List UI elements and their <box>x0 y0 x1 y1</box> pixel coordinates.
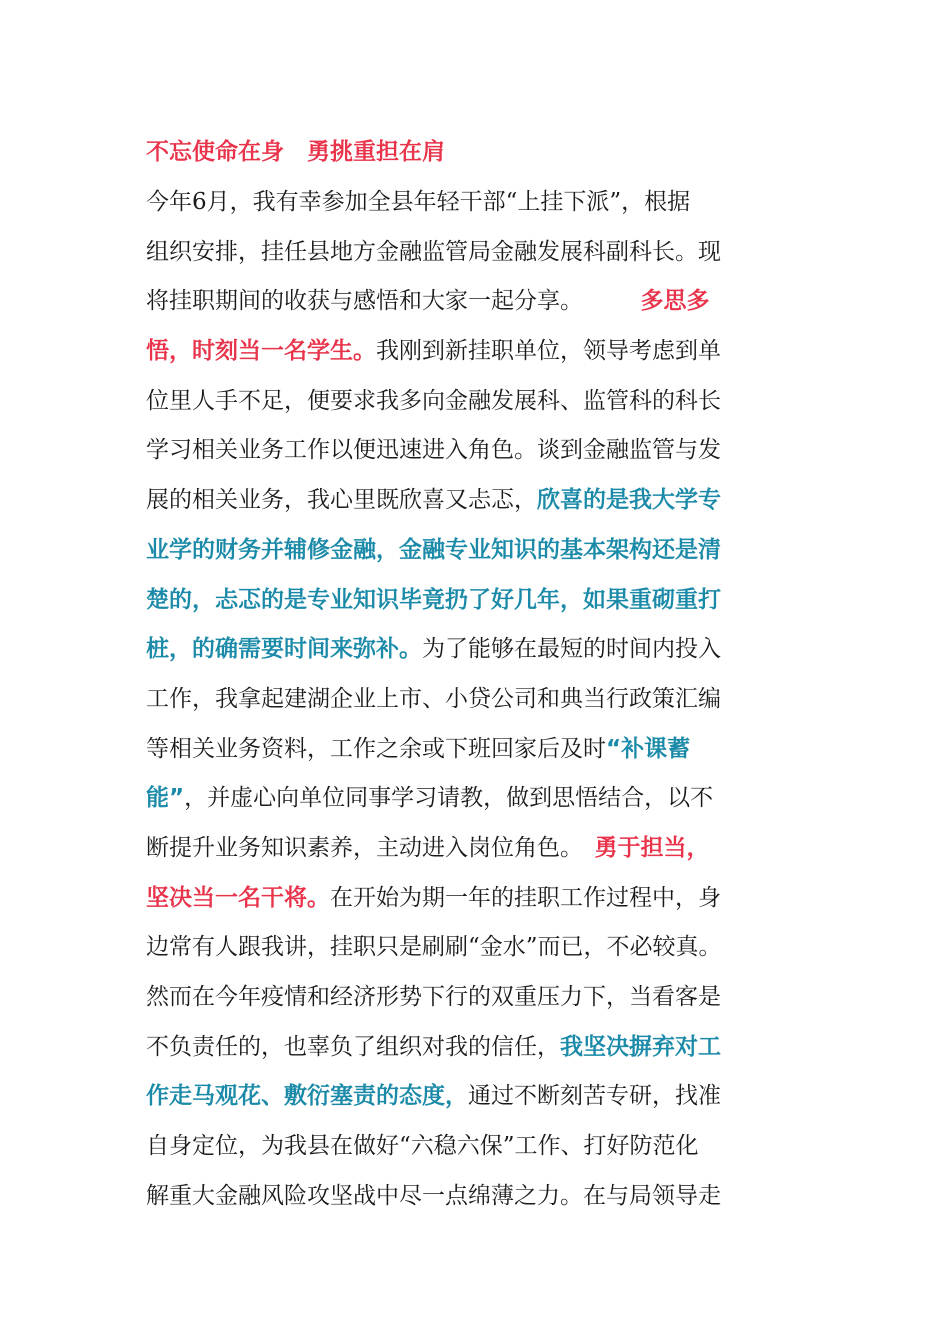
body-text-segment: 等相关业务资料，工作之余或下班回家后及时 <box>146 735 606 762</box>
body-text-segment: ，并虚心向单位同事学习请教，做到思悟结合，以不 <box>184 785 714 812</box>
text-line <box>146 426 796 476</box>
text-line <box>146 178 796 228</box>
text-line <box>146 973 796 1023</box>
text-line <box>146 824 796 874</box>
text-line <box>146 1023 796 1073</box>
blue-emphasis-text: “补课蓄 <box>606 735 691 762</box>
text-line <box>146 625 796 675</box>
body-text-segment: 学习相关业务工作以便迅速进入角色。谈到金融监管与发 <box>146 437 721 464</box>
text-line <box>146 1122 796 1172</box>
blue-emphasis-text: 作走马观花、敷衍塞责的态度， <box>146 1083 468 1110</box>
text-line <box>146 228 796 278</box>
document-title: 不忘使命在身 勇挑重担在肩 <box>146 139 445 165</box>
document-body <box>146 178 796 1221</box>
body-text-segment: 解重大金融风险攻坚战中尽一点绵薄之力。在与局领导走 <box>146 1182 721 1209</box>
body-text-segment: 不负责任的，也辜负了组织对我的信任， <box>146 1033 560 1060</box>
body-text-segment: 将挂职期间的收获与感悟和大家一起分享。 <box>146 288 641 315</box>
body-text-segment: 为了能够在最短的时间内投入 <box>422 636 721 663</box>
red-emphasis-text: 悟，时刻当一名学生。 <box>146 338 376 365</box>
red-emphasis-text: 多思多 <box>640 288 710 315</box>
text-line <box>146 923 796 973</box>
text-line <box>146 725 796 775</box>
blue-emphasis-text: 业学的财务并辅修金融，金融专业知识的基本架构还是清 <box>146 536 721 563</box>
text-line <box>146 1172 796 1222</box>
text-line <box>146 675 796 725</box>
red-emphasis-text: 勇于担当， <box>594 834 710 861</box>
blue-emphasis-text: 楚的，忐忑的是专业知识毕竟扔了好几年，如果重砌重打 <box>146 586 721 613</box>
body-text-segment: 组织安排，挂任县地方金融监管局金融发展科副科长。现 <box>146 238 721 265</box>
blue-emphasis-text: 能” <box>146 785 185 812</box>
blue-emphasis-text: 我坚决摒弃对工 <box>560 1033 721 1060</box>
body-text-segment: 自身定位，为我县在做好“六稳六保”工作、打好防范化 <box>146 1133 699 1160</box>
body-text-segment: 通过不断刻苦专研，找准 <box>468 1083 721 1110</box>
body-text-segment: 工作，我拿起建湖企业上市、小贷公司和典当行政策汇编 <box>146 685 721 712</box>
body-text-segment: 位里人手不足，便要求我多向金融发展科、监管科的科长 <box>146 387 721 414</box>
body-text-segment: 然而在今年疫情和经济形势下行的双重压力下，当看客是 <box>146 984 721 1010</box>
text-line <box>146 526 796 576</box>
text-line <box>146 874 796 924</box>
body-text-segment: 展的相关业务，我心里既欣喜又忐忑， <box>146 487 537 514</box>
text-line <box>146 327 796 377</box>
text-line <box>146 377 796 427</box>
body-text-segment: 在开始为期一年的挂职工作过程中，身 <box>330 884 721 911</box>
text-line <box>146 1072 796 1122</box>
text-line <box>146 277 796 327</box>
body-text-segment: 边常有人跟我讲，挂职只是刷刷“金水”而已，不必较真。 <box>146 934 722 961</box>
blue-emphasis-text: 桩，的确需要时间来弥补。 <box>146 636 422 663</box>
text-line <box>146 476 796 526</box>
blue-emphasis-text: 欣喜的是我大学专 <box>537 487 721 514</box>
body-text-segment: 我刚到新挂职单位，领导考虑到单 <box>376 338 721 365</box>
body-text-segment: 断提升业务知识素养，主动进入岗位角色。 <box>146 834 595 861</box>
text-line <box>146 576 796 626</box>
text-line <box>146 774 796 824</box>
red-emphasis-text: 坚决当一名干将。 <box>146 884 330 911</box>
body-text-segment: 今年6月，我有幸参加全县年轻干部“上挂下派”，根据 <box>146 189 691 215</box>
